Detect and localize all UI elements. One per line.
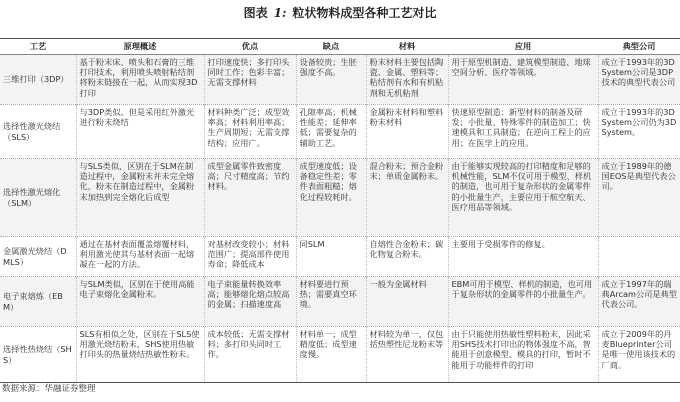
cell-applications: 用于原型机制造、建筑模型制造、地球空间分析、医疗等领域。: [448, 55, 598, 105]
cell-companies: [598, 237, 680, 277]
cell-companies: 成立于2009年的丹麦Blueprinter公司是唯一使用该技术的厂商。: [598, 327, 680, 383]
cell-advantages: 电子束能量转换效率高；能够熔化熔点较高的金属；扫描速度高: [204, 277, 296, 327]
cell-disadvantages: 成型速度低；设备稳定性差；零件表面粗糙；熔化过程较耗时。: [296, 159, 366, 237]
cell-disadvantages: 材料单一；成型精度低；成型速度慢。: [296, 327, 366, 383]
cell-applications: 由于只能使用热敏性塑料粉末，因此采用SHS技术打印出的物体强度不高，智能用于创意模型、模具的打印，暂时不能用于功能样件的打印: [448, 327, 598, 383]
cell-materials: 金属粉末材料和塑料粉末材料: [366, 105, 448, 159]
cell-disadvantages: 材料要进行预热；需要真空环境。: [296, 277, 366, 327]
cell-materials: 材料较为单一，仅包括热塑性尼龙粉末等: [366, 327, 448, 383]
cell-principle: 基于粉末床、喷头和石膏的三维打印技术，利用喷头喷射粘结剂将粉末链接在一起，从而实现3D打印: [76, 55, 204, 105]
cell-principle: 与SLM类似，区别在于使用高能电子束熔化金属粉末。: [76, 277, 204, 327]
cell-principle: 与SLS类似，区别在于SLM在制造过程中，金属粉末并未完全熔化，粉末在制造过程中，金属粉末加热到完全熔化后成型: [76, 159, 204, 237]
header-materials: 材料: [366, 39, 448, 55]
header-companies: 典型公司: [598, 39, 680, 55]
cell-applications: 主要用于受损零件的修复。: [448, 237, 598, 277]
cell-disadvantages: 同SLM: [296, 237, 366, 277]
table-row-ebm: [0, 277, 680, 327]
header-advantages: 优点: [204, 39, 296, 55]
figure-title-prefix: 图表: [243, 6, 268, 20]
process-comparison-table: [0, 38, 680, 383]
cell-advantages: 打印速度快；多打印头同时工作；色彩丰富；无需支撑材料: [204, 55, 296, 105]
cell-process: 选择性热烧结（SHS）: [0, 327, 76, 383]
cell-disadvantages: 设备较贵；生胚强度不高。: [296, 55, 366, 105]
cell-companies: 成立于1993年的3D System公司是3DP技术的典型代表公司: [598, 55, 680, 105]
cell-advantages: 成本较低；无需支撑材料；多打印头同时工作。: [204, 327, 296, 383]
header-applications: 应用: [448, 39, 598, 55]
cell-principle: 通过在基材表面覆盖熔覆材料，利用激光使其与基材表面一起熔凝在一起的方法。: [76, 237, 204, 277]
cell-materials: 粉末材料主要包括陶瓷、金属、塑料等；粘结剂有水和有机粘剂和无机粘剂: [366, 55, 448, 105]
table-header-row: [0, 39, 680, 55]
table-row-dmls: [0, 237, 680, 277]
cell-applications: 快速原型制造：新型材料的制备及研发；小批量、特殊零件的制造加工；快速模具和工具制造；在逆向工程上的应用；在医学上的应用。: [448, 105, 598, 159]
cell-companies: 成立于1989年的德国EOS是典型代表公司。: [598, 159, 680, 237]
cell-applications: 由于能够实现较高的打印精度和足够的机械性能，SLM不仅可用于模型、样机的制造，也可用于复杂形状的金属零件的小批量生产，主要应用于航空航天、医疗用品等领域。: [448, 159, 598, 237]
cell-materials: 自熔性合金粉末；碳化物复合粉末。: [366, 237, 448, 277]
cell-companies: 成立于1993年的3D System公司仍为3D System。: [598, 105, 680, 159]
cell-process: 电子束熔炼（EBM）: [0, 277, 76, 327]
cell-principle: 与3DP类似。但是采用红外激光进行粉末烧结: [76, 105, 204, 159]
table-row-3dp: [0, 55, 680, 105]
cell-process: 三维打印（3DP）: [0, 55, 76, 105]
table-row-sls: [0, 105, 680, 159]
cell-companies: 成立于1997年的瑞典Arcam公司是典型代表公司。: [598, 277, 680, 327]
header-disadvantages: 缺点: [296, 39, 366, 55]
cell-process: 选择性激光熔化（SLM）: [0, 159, 76, 237]
cell-process: 金属激光烧结（DMLS）: [0, 237, 76, 277]
cell-applications: EBM可用于模型、样机的制造，也可用于复杂形状的金属零件的小批量生产。: [448, 277, 598, 327]
table-row-shs: [0, 327, 680, 383]
figure-title: [0, 4, 680, 21]
cell-advantages: 对基材改变较小；材料范围广；提高部件使用寿命；降低成本: [204, 237, 296, 277]
header-process: 工艺: [0, 39, 76, 55]
cell-materials: 混合粉末；预合金粉末；单质金属粉末。: [366, 159, 448, 237]
cell-disadvantages: 孔隙率高；机械性能差；延伸率低；需要复杂的辅助工艺。: [296, 105, 366, 159]
cell-principle: SLS有相似之处，区别在于SLS使用激光烧结粉末，SHS使用热敏打印头的热量烧结热敏性粉末。: [76, 327, 204, 383]
cell-process: 选择性激光烧结（SLS）: [0, 105, 76, 159]
figure-title-number: 1:: [273, 6, 287, 20]
cell-materials: 一般为金属材料: [366, 277, 448, 327]
cell-advantages: 材料种类广泛；成型效率高；材料利用率高；生产周期短；无需支撑结构；应用广。: [204, 105, 296, 159]
figure-title-text: 粒状物料成型各种工艺对比: [292, 6, 437, 20]
data-source-note: 数据来源：华融证券整理: [2, 384, 96, 394]
table-row-slm: [0, 159, 680, 237]
header-principle: 原理概述: [76, 39, 204, 55]
cell-advantages: 成型金属零件致密度高；尺寸精度高；节约材料。: [204, 159, 296, 237]
